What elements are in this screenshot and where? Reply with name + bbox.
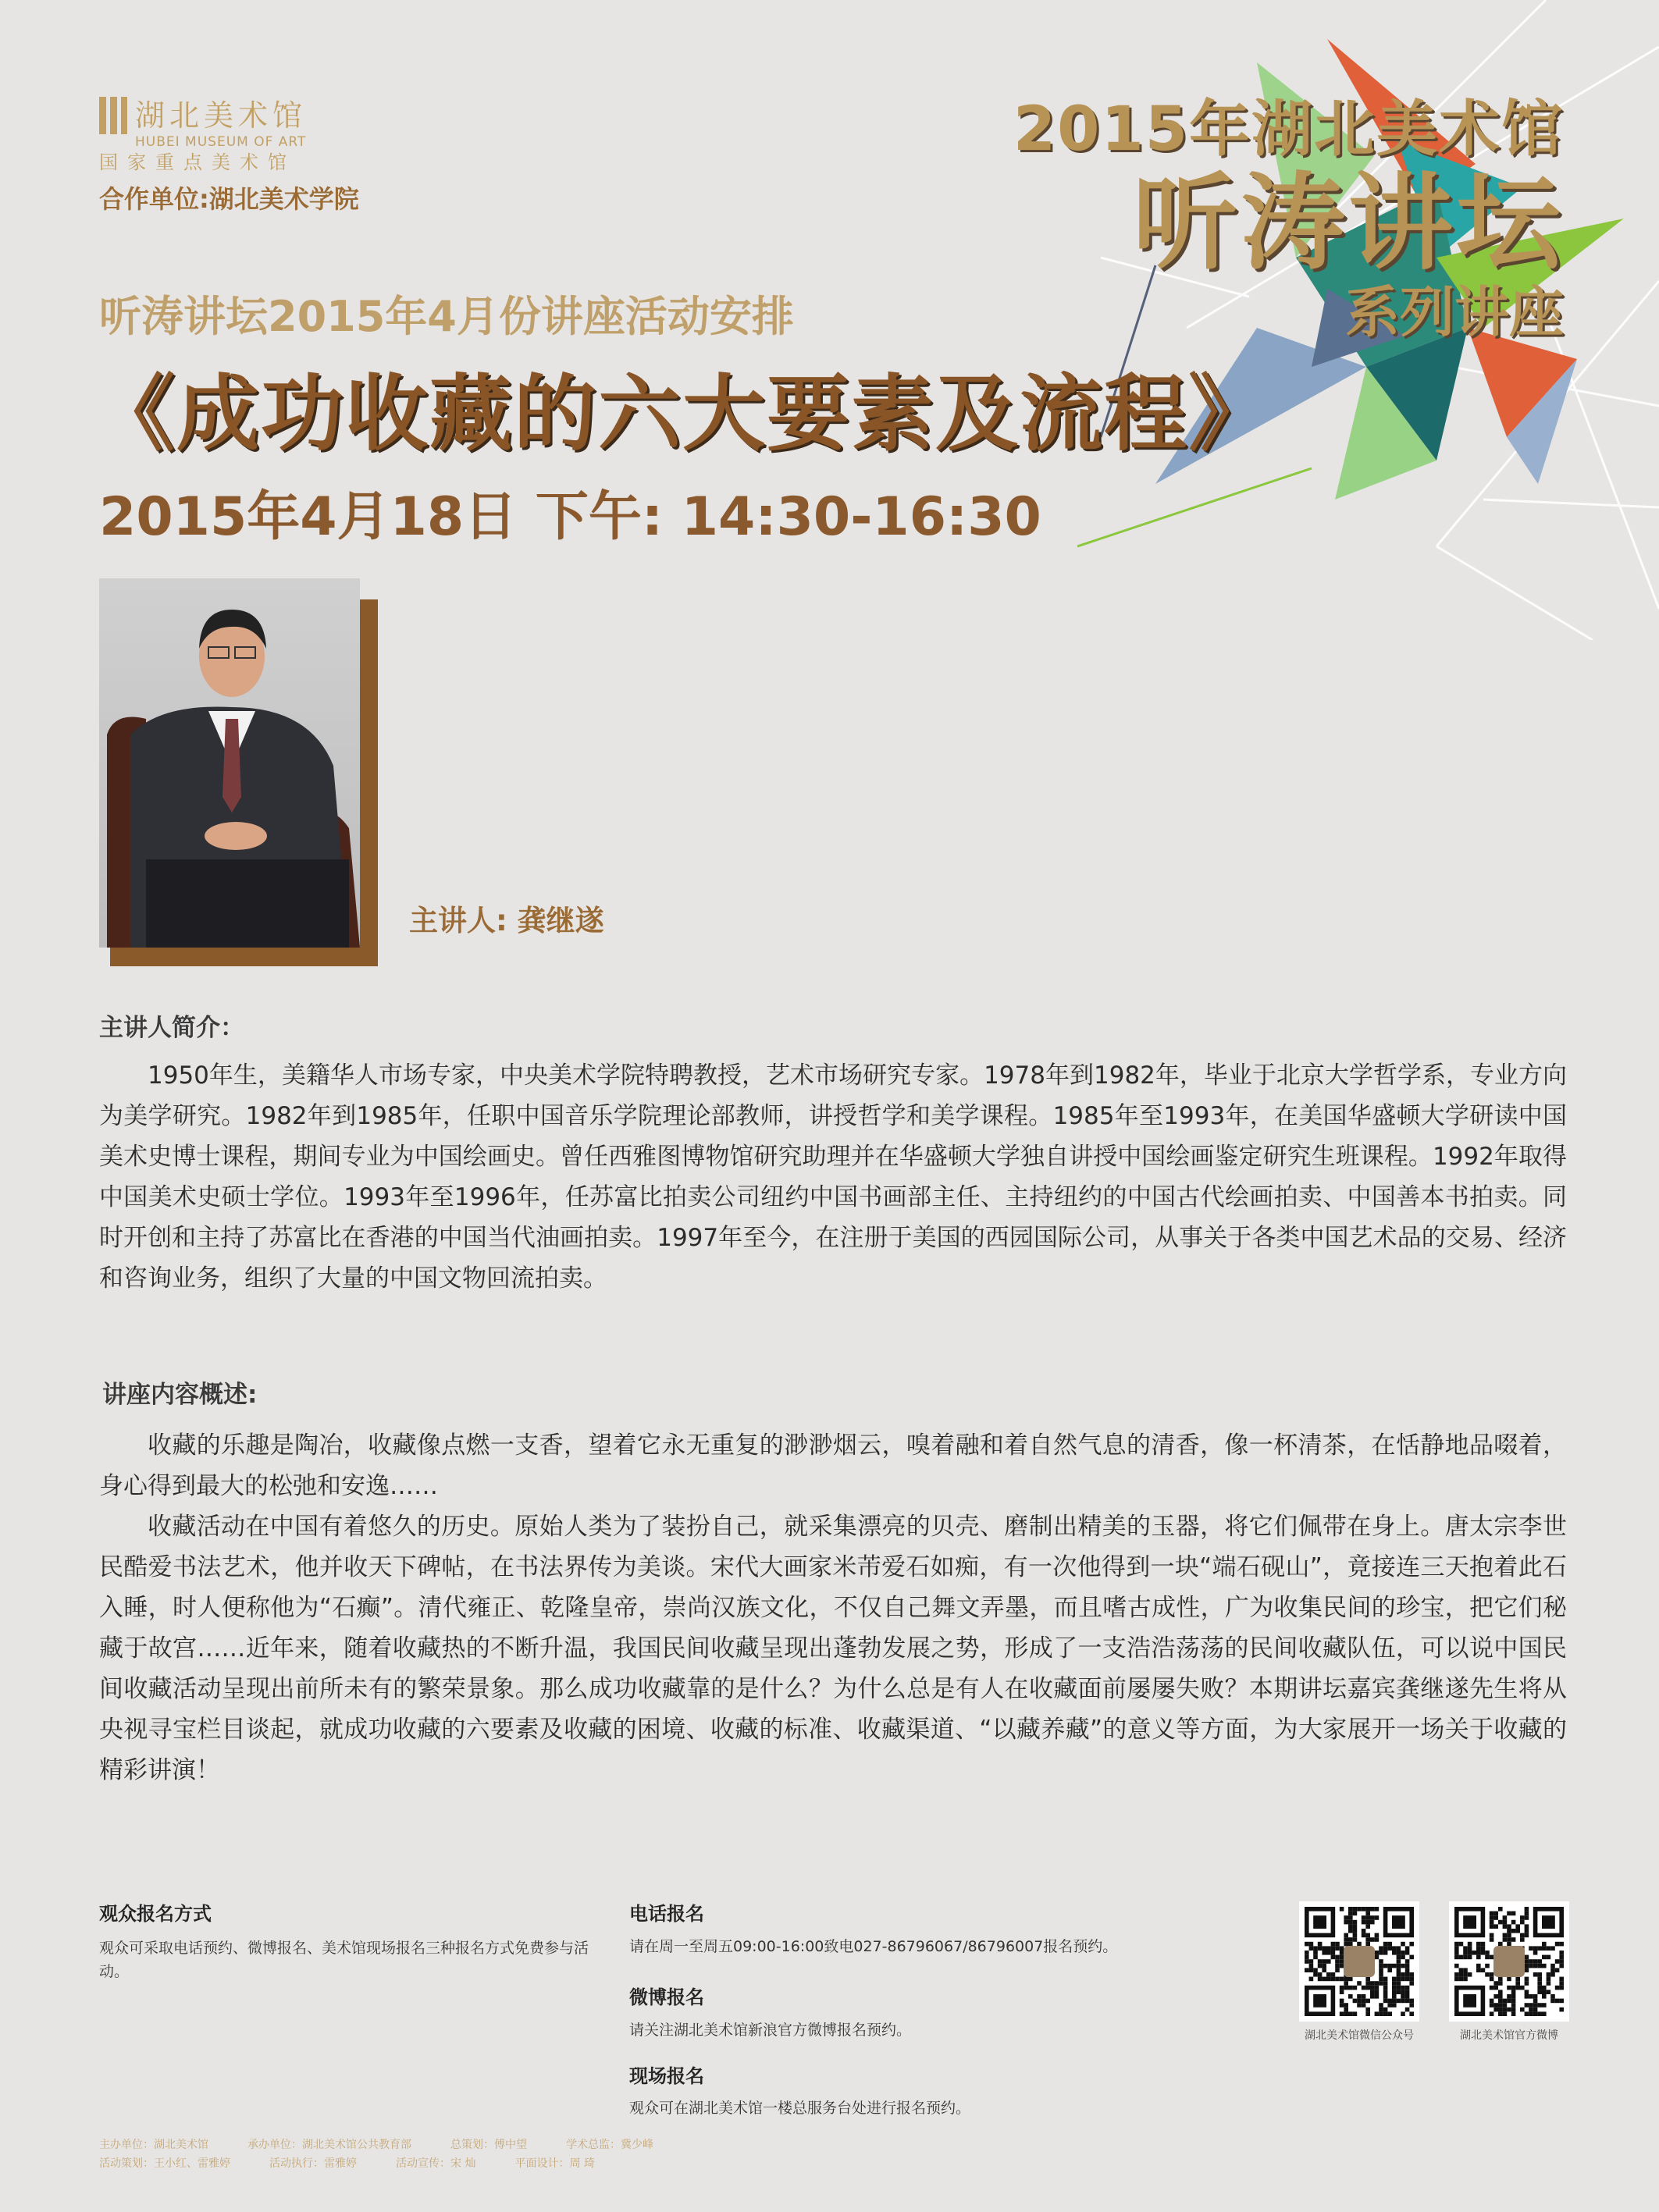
header-year-line: 2015年湖北美术馆: [1013, 94, 1564, 165]
logo-mark-icon: [99, 97, 127, 134]
weibo-text: 请关注湖北美术馆新浪官方微博报名预约。: [629, 2021, 912, 2039]
summary-paragraph-2: 收藏活动在中国有着悠久的历史。原始人类为了装扮自己，就采集漂亮的贝壳、磨制出精美的玉器，将它们佩带在身上。唐太宗李世民酷爱书法艺术，他并收天下碑帖，在书法界传为美谈。宋代大画家米芾爱石如痴，有一次他得到一块“端石砚山”，竟接连三天抱着此石入睡，时人便称他为“石癫”。清代雍正、乾隆皇帝，崇尚汉族文化，不仅自己舞文弄墨，而且嗜古成性，广为收集民间的珍宝，把它们秘藏于故宫……近年来，随着收藏热的不断升温，我国民间收藏呈现出蓬勃发展之势，形成了一支浩浩荡荡的民间收藏队伍，可以说中国民间收藏活动呈现出前所未有的繁荣景象。那么成功收藏靠的是什么？为什么总是有人在收藏面前屡屡失败？本期讲坛嘉宾龚继遂先生将从央视寻宝栏目谈起，就成功收藏的六要素及收藏的困境、收藏的标准、收藏渠道、“以藏养藏”的意义等方面，为大家展开一场关于收藏的精彩讲演！: [99, 1513, 1567, 1784]
qr-wechat[interactable]: [1299, 1901, 1419, 2043]
logo-name-cn: 湖北美术馆: [135, 98, 308, 133]
phone-heading: 电话报名: [629, 1903, 704, 1925]
bio-text: [99, 1055, 1567, 1299]
footer-credit: 活动执行：雷雅婷: [269, 2157, 357, 2170]
summary-heading: 讲座内容概述:: [102, 1381, 258, 1409]
museum-logo: [99, 97, 307, 173]
speaker-name: 主讲人: 龚继遂: [409, 904, 604, 937]
phone-text: 请在周一至周五09:00-16:00致电027-86796067/86796007报名预约。: [629, 1937, 1118, 1955]
registration-info: [99, 1903, 599, 1983]
footer-credit: 承办单位：湖北美术馆公共教育部: [247, 2139, 411, 2151]
footer-credits: [99, 2136, 692, 2173]
qr-code-wechat-icon[interactable]: [1299, 1901, 1419, 2022]
header-forum-name: 听涛讲坛: [1132, 162, 1564, 284]
qr-weibo[interactable]: [1449, 1901, 1569, 2043]
schedule-heading: 听涛讲坛2015年4月份讲座活动安排: [99, 292, 794, 341]
footer-credit: 主办单位：湖北美术馆: [99, 2139, 208, 2151]
registration-methods: [629, 1903, 1223, 2120]
bio-paragraph: 1950年生，美籍华人市场专家，中央美术学院特聘教授，艺术市场研究专家。1978年到1982年，毕业于北京大学哲学系，专业方向为美学研究。1982年到1985年，任职中国音乐学院理论部教师，讲授哲学和美学课程。1985年至1993年，在美国华盛顿大学研读中国美术史博士课程，期间专业为中国绘画史。曾任西雅图博物馆研究助理并在华盛顿大学独自讲授中国绘画鉴定研究生班课程。1992年取得中国美术史硕士学位。1993年至1996年，任苏富比拍卖公司纽约中国书画部主任、主持纽约的中国古代绘画拍卖、中国善本书拍卖。同时开创和主持了苏富比在香港的中国当代油画拍卖。1997年至今，在注册于美国的西园国际公司，从事关于各类中国艺术品的交易、经济和咨询业务，组织了大量的中国文物回流拍卖。: [99, 1062, 1567, 1293]
footer-credit: 学术总监：冀少峰: [566, 2139, 653, 2151]
header-series: 系列讲座: [1345, 280, 1564, 344]
registration-heading: 观众报名方式: [99, 1903, 212, 1925]
footer-credit: 活动宣传：宋 灿: [396, 2157, 476, 2170]
onsite-text: 观众可在湖北美术馆一楼总服务台处进行报名预约。: [629, 2100, 971, 2118]
bio-heading: 主讲人简介：: [99, 1014, 244, 1042]
registration-text: 观众可采取电话预约、微博报名、美术馆现场报名三种报名方式免费参与活动。: [99, 1939, 589, 1980]
footer-credit: 平面设计：周 琦: [514, 2157, 595, 2170]
qr-wechat-label: 湖北美术馆微信公众号: [1305, 2029, 1414, 2042]
logo-name-en: HUBEI MUSEUM OF ART: [135, 134, 307, 150]
partner-unit: 合作单位:湖北美术学院: [99, 184, 359, 214]
onsite-heading: 现场报名: [629, 2064, 704, 2087]
footer-credit: 活动策划：王小红、雷雅婷: [99, 2157, 230, 2170]
summary-text: [99, 1425, 1567, 1791]
weibo-heading: 微博报名: [629, 1986, 704, 2008]
qr-weibo-label: 湖北美术馆官方微博: [1460, 2029, 1558, 2042]
summary-paragraph-1: 收藏的乐趣是陶冶，收藏像点燃一支香，望着它永无重复的渺渺烟云，嗅着融和着自然气息的清香，像一杯清茶，在恬静地品啜着，身心得到最大的松弛和安逸……: [99, 1431, 1567, 1500]
speaker-photo: [99, 578, 360, 948]
lecture-title: 《成功收藏的六大要素及流程》: [92, 366, 1273, 462]
footer-credit: 总策划：傅中望: [450, 2139, 527, 2151]
lecture-datetime: 2015年4月18日 下午: 14:30-16:30: [99, 486, 1041, 548]
qr-code-weibo-icon[interactable]: [1449, 1901, 1569, 2022]
logo-subtitle: 国家重点美术馆: [99, 151, 296, 173]
